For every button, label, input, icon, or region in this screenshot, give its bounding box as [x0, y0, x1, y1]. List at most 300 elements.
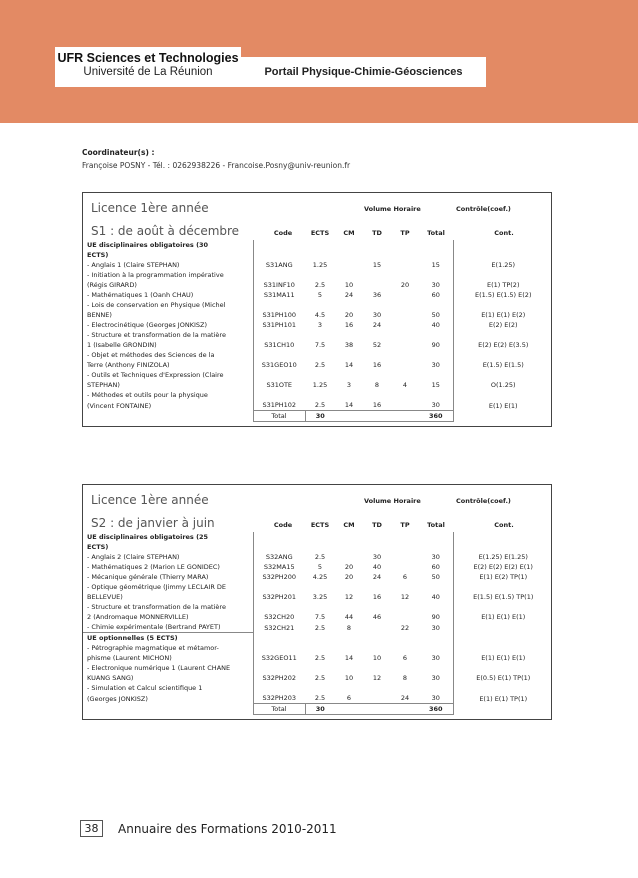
table-row [83, 673, 553, 683]
cell-total: 50 [431, 573, 440, 581]
cell-td: 10 [372, 654, 382, 662]
cell-tp [391, 360, 419, 370]
cell-ects: 2.5 [314, 401, 326, 409]
cell-controle: E(1.25) [453, 260, 553, 270]
cell-total: 90 [431, 613, 440, 621]
table-row [83, 300, 553, 310]
cell-cm [335, 330, 363, 340]
cell-controle [453, 622, 553, 633]
cell-ects [305, 250, 335, 260]
cell-td [363, 280, 391, 290]
coordinator [82, 148, 350, 170]
semester-title: S2 : de janvier à juin [91, 516, 215, 530]
cell-controle [453, 300, 553, 310]
table-row [83, 260, 553, 270]
cell-total: 40 [431, 321, 440, 329]
cell-tp: 12 [400, 593, 410, 601]
col-td: TD [372, 521, 382, 529]
cell-code: S32CH21 [264, 623, 295, 632]
cell-controle [453, 250, 553, 260]
cell-tp [391, 643, 419, 653]
table-row [83, 552, 553, 562]
cell-tp: 20 [400, 281, 410, 289]
course-label: 2 (Andromaque MONNERVILLE) [83, 612, 253, 622]
table-row [83, 643, 553, 653]
cell-td [363, 622, 391, 633]
table-row [83, 390, 553, 400]
cell-controle: E(1) E(1) E(2) [453, 310, 553, 320]
table-row [83, 582, 553, 592]
cell-ects: 2.5 [314, 623, 326, 632]
cell-tp [391, 400, 419, 411]
cell-ects: 4.5 [314, 311, 326, 319]
table-row [83, 572, 553, 582]
course-label: - Chimie expérimentale (Bertrand PAYET) [83, 622, 253, 633]
page-number: 38 [80, 820, 103, 837]
cell-cm: 10 [344, 674, 354, 682]
course-label: KUANG SANG) [83, 673, 253, 683]
cell-ects: 7.5 [314, 613, 326, 621]
cell-total: 90 [431, 341, 440, 349]
ufr-title: UFR Sciences et Technologies [57, 51, 239, 65]
cell-td: 46 [372, 613, 382, 621]
course-label: - Optique géométrique (Jimmy LECLAIR DE [83, 582, 253, 592]
total-label: Total [253, 704, 305, 715]
cell-ects [305, 582, 335, 592]
cell-ects: 3 [317, 321, 323, 329]
cell-controle: E(2) E(2) [453, 320, 553, 330]
table-row [83, 683, 553, 693]
cell-cm: 14 [344, 401, 354, 409]
course-label: - Initiation à la programmation impérative [83, 270, 253, 280]
cell-total [419, 300, 453, 310]
cell-cm: 24 [344, 291, 354, 299]
cell-tp [391, 390, 419, 400]
cell-ects: 5 [317, 563, 323, 571]
cell-total: 60 [431, 291, 440, 299]
cell-td: 52 [372, 341, 382, 349]
cell-tp [391, 320, 419, 330]
cell-ects [305, 643, 335, 653]
cell-tp [391, 250, 419, 260]
table-row [83, 562, 553, 572]
cell-controle: E(2) E(2) E(3.5) [453, 340, 553, 350]
cell-tp [391, 260, 419, 270]
cell-total [419, 633, 453, 644]
table-row [83, 240, 553, 250]
cell-controle [453, 643, 553, 653]
cell-code: S31MA11 [263, 291, 295, 299]
course-label: BELLEVUE) [83, 592, 253, 602]
col-td: TD [372, 229, 382, 237]
cell-code [253, 643, 305, 653]
cell-total [419, 330, 453, 340]
cell-td: 16 [372, 361, 382, 369]
cell-ects: 1.25 [312, 261, 328, 269]
cell-controle [453, 582, 553, 592]
cell-td [363, 633, 391, 644]
cell-controle [453, 330, 553, 340]
col-cm: CM [343, 521, 355, 529]
cell-tp [391, 633, 419, 644]
cell-ects: 2.5 [314, 553, 326, 561]
cell-total: 40 [431, 593, 440, 601]
cell-ects: 1.25 [312, 381, 328, 389]
cell-td: 8 [374, 381, 380, 389]
controle-label: Contrôle(coef.) [456, 497, 511, 505]
cell-cm: 44 [344, 613, 354, 621]
licence-title: Licence 1ère année [91, 201, 209, 215]
cell-td: 30 [372, 311, 382, 319]
col-tp: TP [400, 229, 410, 237]
semester-title: S1 : de août à décembre [91, 224, 240, 238]
cell-code: S31INF10 [263, 281, 295, 289]
cell-total [419, 390, 453, 400]
total-ects: 30 [305, 411, 335, 422]
cell-ects: 4.25 [312, 573, 328, 581]
cell-tp [391, 612, 419, 622]
total-cell [363, 704, 391, 715]
cell-td [363, 542, 391, 552]
cell-controle: E(1.5) E(1.5) E(2) [453, 290, 553, 300]
cell-total [419, 602, 453, 612]
cell-cm [335, 552, 363, 562]
cell-total: 30 [431, 654, 440, 662]
ufr-box [55, 47, 241, 87]
course-label: UE disciplinaires obligatoires (30 [83, 240, 253, 250]
course-label: - Pétrographie magmatique et métamor- [83, 643, 253, 653]
cell-code: S31PH100 [262, 311, 297, 319]
cell-td [363, 300, 391, 310]
total-ects: 30 [305, 704, 335, 715]
cell-controle [453, 542, 553, 552]
cell-total: 30 [431, 401, 440, 409]
cell-ects [305, 602, 335, 612]
cell-tp [391, 330, 419, 340]
cell-total [419, 370, 453, 380]
cell-total: 15 [431, 381, 440, 389]
cell-code: S31CH10 [264, 341, 295, 349]
total-cell [363, 411, 391, 422]
course-label: phisme (Laurent MICHON) [83, 653, 253, 663]
cell-tp [391, 240, 419, 250]
cell-total [419, 643, 453, 653]
cell-total: 30 [431, 694, 440, 702]
portail-title: Portail Physique-Chimie-Géosciences [264, 66, 463, 78]
cell-cm: 38 [344, 341, 354, 349]
spacer-row [83, 715, 553, 719]
licence-title: Licence 1ère année [91, 493, 209, 507]
cell-total [419, 270, 453, 280]
header-banner [0, 0, 638, 123]
cell-td: 24 [372, 573, 382, 581]
cell-total: 30 [431, 623, 440, 632]
cell-cm [335, 390, 363, 400]
cell-tp [391, 683, 419, 693]
cell-total [419, 240, 453, 250]
cell-ects [305, 240, 335, 250]
cell-td: 24 [372, 321, 382, 329]
cell-controle: E(0.5) E(1) TP(1) [453, 673, 553, 683]
table-row [83, 290, 553, 300]
table-row [83, 370, 553, 380]
cell-controle: E(1) E(2) TP(1) [453, 572, 553, 582]
cell-td [363, 350, 391, 360]
cell-code [253, 542, 305, 552]
cell-controle: E(1) E(1) E(1) [453, 612, 553, 622]
col-cont: Cont. [494, 229, 514, 237]
cell-ects: 3.25 [312, 593, 328, 601]
cell-tp [391, 350, 419, 360]
semester-2-header [83, 485, 551, 532]
cell-cm: 6 [346, 694, 352, 702]
table-row [83, 250, 553, 260]
cell-cm [335, 250, 363, 260]
ufr-subtitle: Université de La Réunion [83, 66, 213, 78]
cell-controle [453, 240, 553, 250]
course-label: - Mécanique générale (Thierry MARA) [83, 572, 253, 582]
cell-tp [391, 300, 419, 310]
course-label: ECTS) [83, 250, 253, 260]
cell-tp [391, 532, 419, 542]
cell-td [363, 683, 391, 693]
cell-code: S32ANG [265, 553, 293, 561]
cell-td [363, 643, 391, 653]
course-label: - Electrocinétique (Georges JONKISZ) [83, 320, 253, 330]
total-label: Total [253, 411, 305, 422]
coordinator-label: Coordinateur(s) : [82, 148, 155, 157]
col-cont: Cont. [494, 521, 514, 529]
volume-horaire-label: Volume Horaire [364, 205, 421, 213]
table-row [83, 633, 553, 644]
table-row [83, 653, 553, 663]
cell-controle [453, 663, 553, 673]
cell-td: 36 [372, 291, 382, 299]
cell-cm [335, 633, 363, 644]
course-label: ECTS) [83, 542, 253, 552]
cell-td: 16 [372, 401, 382, 409]
cell-tp [391, 290, 419, 300]
cell-code [253, 300, 305, 310]
cell-controle: E(1.25) E(1.25) [453, 552, 553, 562]
cell-cm [335, 270, 363, 280]
total-hours: 360 [419, 411, 453, 422]
cell-cm: 20 [344, 563, 354, 571]
cell-controle [453, 350, 553, 360]
course-label: BENNE) [83, 310, 253, 320]
cell-code: S32MA15 [263, 563, 295, 571]
cell-td [363, 330, 391, 340]
course-label: (Régis GIRARD) [83, 280, 253, 290]
cell-total [419, 663, 453, 673]
cell-controle: O(1.25) [453, 380, 553, 390]
semester-1-header [83, 193, 551, 240]
cell-code: S31GEO10 [261, 361, 297, 369]
table-row [83, 693, 553, 704]
cell-total: 15 [431, 261, 440, 269]
cell-cm: 14 [344, 654, 354, 662]
course-label: - Mathématiques 1 (Oanh CHAU) [83, 290, 253, 300]
cell-cm: 3 [346, 381, 352, 389]
cell-controle [453, 602, 553, 612]
table-row [83, 330, 553, 340]
table-row [83, 532, 553, 542]
cell-total [419, 532, 453, 542]
cell-td: 15 [372, 261, 382, 269]
cell-tp: 24 [400, 694, 410, 702]
table-row [83, 320, 553, 330]
cell-code [253, 240, 305, 250]
cell-code: S32PH203 [262, 694, 297, 702]
course-label: UE disciplinaires obligatoires (25 [83, 532, 253, 542]
cell-controle [453, 633, 553, 644]
cell-total: 30 [431, 674, 440, 682]
cell-ects: 2.5 [314, 694, 326, 702]
cell-tp: 8 [402, 674, 408, 682]
cell-code [253, 663, 305, 673]
cell-cm [335, 370, 363, 380]
cell-ects: 2.5 [314, 281, 326, 289]
course-label: 1 (Isabelle GRONDIN) [83, 340, 253, 350]
cell-controle [453, 532, 553, 542]
spacer-cell [83, 422, 553, 426]
cell-code [253, 633, 305, 644]
cell-total: 30 [431, 281, 440, 289]
total-cell [453, 411, 553, 422]
cell-tp: 6 [402, 654, 408, 662]
total-cell [335, 704, 363, 715]
cell-controle [453, 683, 553, 693]
table-row [83, 340, 553, 350]
table-row [83, 592, 553, 602]
cell-ects [305, 300, 335, 310]
col-total: Total [427, 229, 445, 237]
semester-1-table [82, 192, 552, 427]
cell-tp [391, 663, 419, 673]
col-code: Code [273, 229, 293, 237]
portail-box [241, 57, 486, 87]
cell-tp [391, 602, 419, 612]
cell-code [253, 683, 305, 693]
table-row [83, 663, 553, 673]
cell-td [363, 250, 391, 260]
cell-ects [305, 390, 335, 400]
cell-tp [391, 542, 419, 552]
cell-controle: E(1) E(1) [453, 400, 553, 411]
cell-cm: 10 [344, 281, 354, 289]
cell-td: 16 [372, 593, 382, 601]
course-label: - Outils et Techniques d'Expression (Claire [83, 370, 253, 380]
cell-cm [335, 602, 363, 612]
cell-td [363, 532, 391, 542]
course-label: Terre (Anthony FINIZOLA) [83, 360, 253, 370]
cell-total: 50 [431, 311, 440, 319]
spacer-cell [83, 715, 553, 719]
total-cell [335, 411, 363, 422]
coordinator-text: Françoise POSNY - Tél. : 0262938226 - Francoise.Posny@univ-reunion.fr [82, 161, 351, 170]
total-cell [391, 411, 419, 422]
cell-total [419, 683, 453, 693]
cell-code [253, 330, 305, 340]
cell-controle: E(1) E(1) E(1) [453, 653, 553, 663]
cell-cm: 20 [344, 311, 354, 319]
cell-total [419, 542, 453, 552]
cell-code [253, 270, 305, 280]
total-row [83, 704, 553, 715]
cell-controle: E(1.5) E(1.5) TP(1) [453, 592, 553, 602]
cell-controle: E(1) E(1) TP(1) [453, 693, 553, 704]
table-row [83, 270, 553, 280]
cell-code: S32GEO11 [261, 654, 297, 662]
controle-label: Contrôle(coef.) [456, 205, 511, 213]
cell-code [253, 602, 305, 612]
col-total: Total [427, 521, 445, 529]
cell-cm [335, 532, 363, 542]
cell-ects: 2.5 [314, 654, 326, 662]
cell-tp [391, 370, 419, 380]
course-label: - Anglais 2 (Claire STEPHAN) [83, 552, 253, 562]
cell-td [363, 270, 391, 280]
cell-total: 30 [431, 553, 440, 561]
cell-ects: 2.5 [314, 361, 326, 369]
cell-code: S32PH202 [262, 674, 297, 682]
course-label: (Georges JONKISZ) [83, 693, 253, 704]
table-row [83, 542, 553, 552]
cell-cm: 20 [344, 573, 354, 581]
course-label: - Structure et transformation de la matière [83, 330, 253, 340]
table-row [83, 360, 553, 370]
cell-tp [391, 552, 419, 562]
cell-tp [391, 310, 419, 320]
cell-code: S32PH200 [262, 573, 297, 581]
cell-tp [391, 562, 419, 572]
cell-code [253, 582, 305, 592]
cell-ects [305, 683, 335, 693]
semester-2-grid [83, 532, 553, 719]
cell-td [363, 370, 391, 380]
cell-total: 30 [431, 361, 440, 369]
cell-cm: 14 [344, 361, 354, 369]
cell-cm [335, 542, 363, 552]
cell-ects [305, 330, 335, 340]
cell-td: 40 [372, 563, 382, 571]
col-cm: CM [343, 229, 355, 237]
cell-cm [335, 240, 363, 250]
total-cell [453, 704, 553, 715]
cell-code: S31ANG [265, 261, 293, 269]
cell-controle: E(1) TP(2) [453, 280, 553, 290]
table-row [83, 380, 553, 390]
cell-ects: 7.5 [314, 341, 326, 349]
course-label: - Simulation et Calcul scientifique 1 [83, 683, 253, 693]
footer-text: Annuaire des Formations 2010-2011 [118, 822, 337, 836]
course-label: - Lois de conservation en Physique (Michel [83, 300, 253, 310]
total-hours: 360 [419, 704, 453, 715]
cell-total: 60 [431, 563, 440, 571]
cell-cm [335, 663, 363, 673]
cell-controle [453, 390, 553, 400]
cell-td: 30 [372, 553, 382, 561]
course-label: (Vincent FONTAINE) [83, 400, 253, 411]
cell-total [419, 350, 453, 360]
cell-cm [335, 300, 363, 310]
cell-td [363, 693, 391, 704]
cell-code [253, 390, 305, 400]
course-label: - Méthodes et outils pour la physique [83, 390, 253, 400]
volume-horaire-label: Volume Horaire [364, 497, 421, 505]
table-row [83, 280, 553, 290]
cell-td [363, 240, 391, 250]
